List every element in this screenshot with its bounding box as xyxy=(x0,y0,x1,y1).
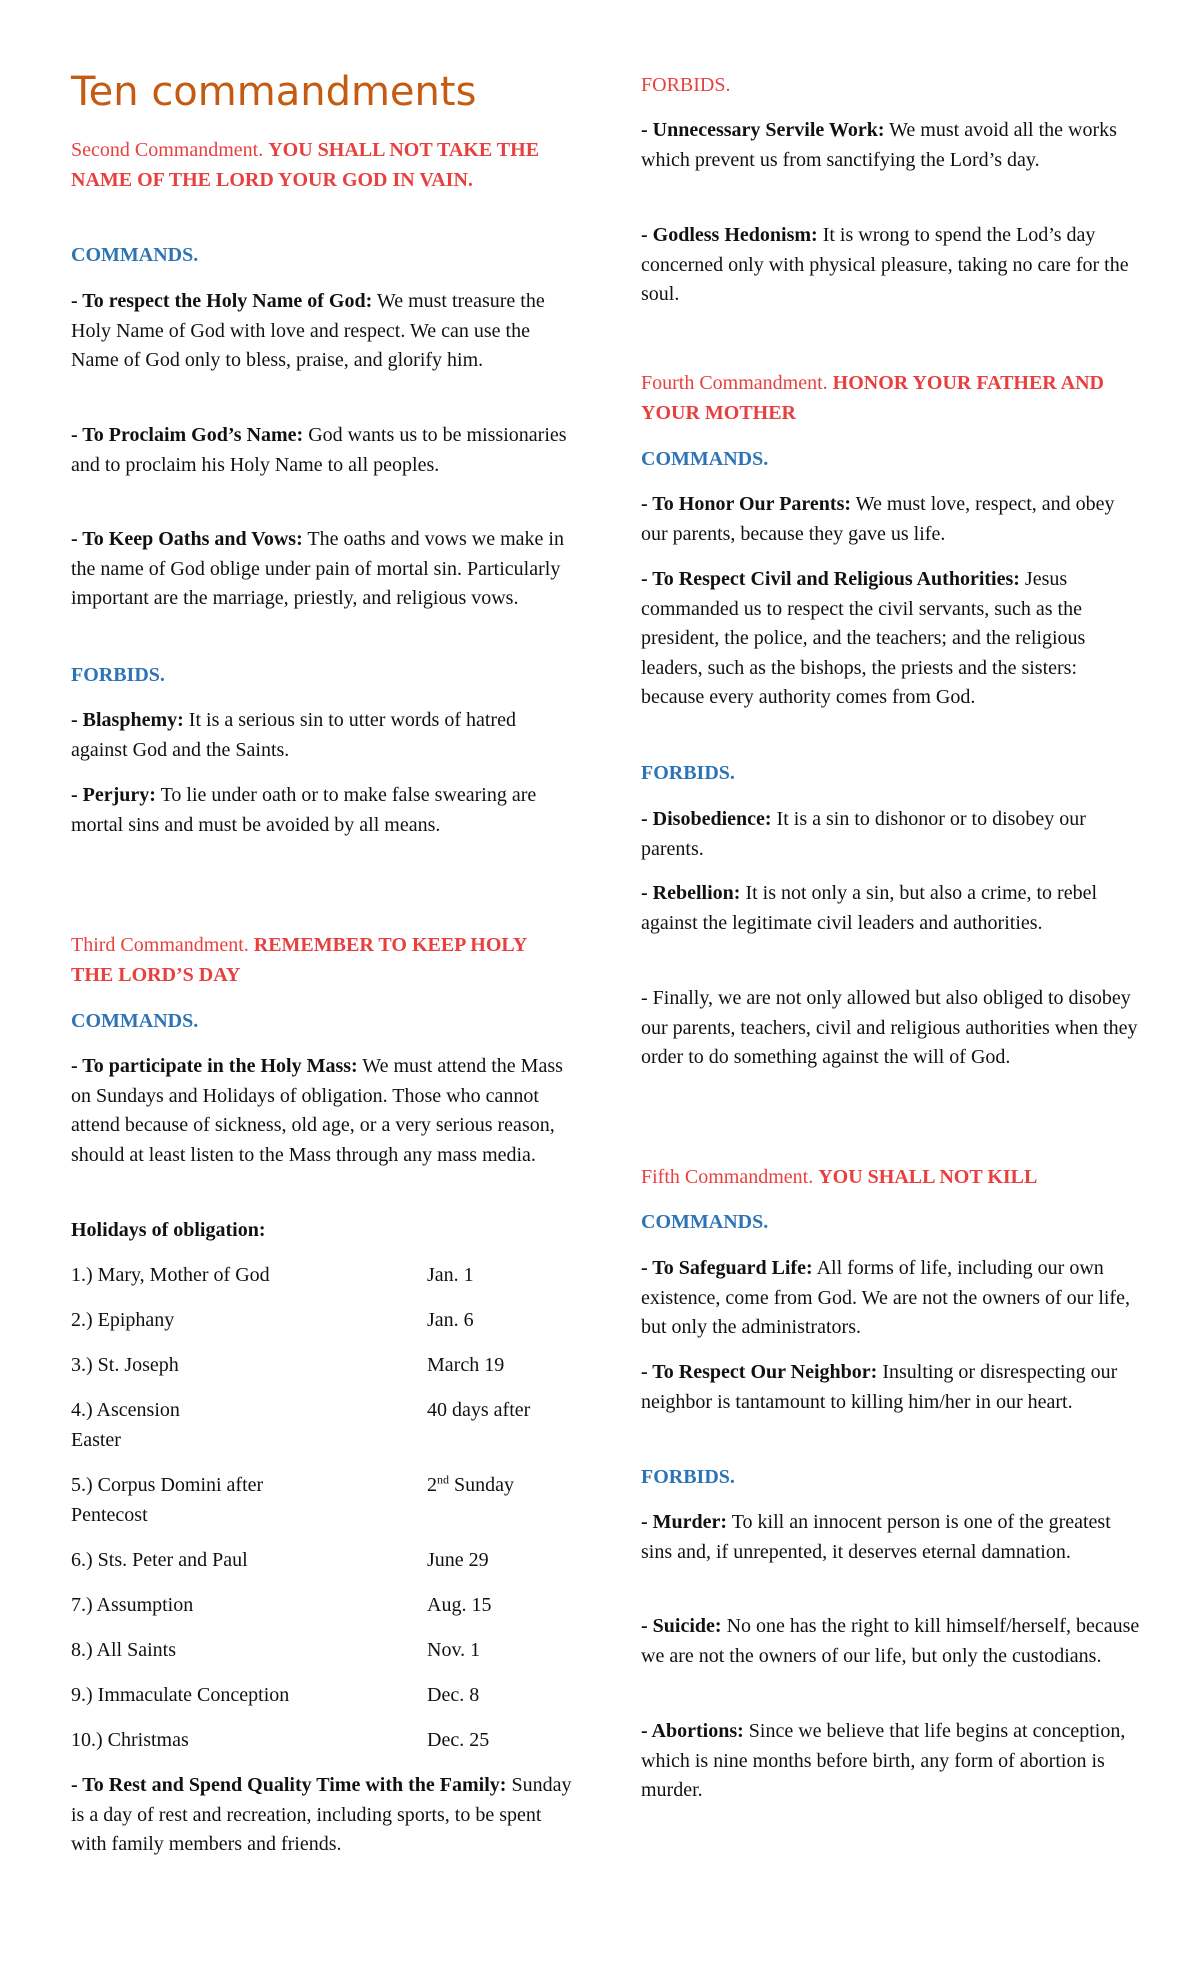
fifth-commandment-heading xyxy=(641,1163,1141,1193)
item-title: - To Keep Oaths and Vows: xyxy=(71,528,303,550)
holiday-name: 3.) St. Joseph xyxy=(71,1354,179,1376)
forbids-label: FORBIDS. xyxy=(71,664,165,686)
item-title: - To Respect Civil and Religious Authorities: xyxy=(641,568,1020,590)
holiday-date: Nov. 1 xyxy=(427,1639,481,1661)
third-commandment-heading xyxy=(71,931,573,990)
forbids-label: FORBIDS. xyxy=(641,1466,735,1488)
holiday-date xyxy=(427,1471,587,1501)
second-commandment-heading xyxy=(71,136,573,195)
item-title: - To Safeguard Life: xyxy=(641,1257,813,1279)
date-suffix: nd xyxy=(437,1472,449,1487)
holiday-date: Dec. 25 xyxy=(427,1729,490,1751)
holiday-date: June 29 xyxy=(427,1549,489,1571)
fourth-commandment-heading xyxy=(641,369,1141,428)
item-text: Sunday is a day of rest and recreation, including sports, to be spent with family members and friends. xyxy=(71,1774,572,1855)
heading-lead: Second Commandment. xyxy=(71,139,264,161)
holiday-date: March 19 xyxy=(427,1354,505,1376)
item-title: - Abortions: xyxy=(641,1720,744,1742)
forbids-label: FORBIDS. xyxy=(641,762,735,784)
forbid-item xyxy=(641,1717,1141,1806)
holiday-date: 40 days after xyxy=(427,1399,531,1421)
heading-lead: Fifth Commandment. xyxy=(641,1166,814,1188)
item-text: No one has the right to kill himself/herself, because we are not the owners of our life, but only the custodians. xyxy=(641,1615,1140,1667)
item-title: - Perjury: xyxy=(71,784,156,806)
holidays-label xyxy=(71,1216,573,1246)
item-text: All forms of life, including our own existence, come from God. We are not the owners of our life, but only the administrators. xyxy=(641,1257,1130,1338)
item-title: - Suicide: xyxy=(641,1615,722,1637)
commands-label: COMMANDS. xyxy=(641,448,769,470)
holiday-name: 6.) Sts. Peter and Paul xyxy=(71,1549,248,1571)
command-item xyxy=(641,1254,1141,1343)
date-rest: Sunday xyxy=(449,1474,514,1496)
forbids-label-text: FORBIDS. xyxy=(641,74,731,96)
command-item xyxy=(641,1358,1141,1417)
command-item xyxy=(71,1771,573,1860)
item-title: - To Honor Our Parents: xyxy=(641,493,852,515)
command-item xyxy=(641,565,1141,713)
heading-lead: Third Commandment. xyxy=(71,934,249,956)
holiday-date: Jan. 1 xyxy=(427,1264,474,1286)
command-item xyxy=(641,490,1141,549)
item-text: Insulting or disrespecting our neighbor is tantamount to killing him/her in our heart. xyxy=(641,1361,1118,1413)
forbid-item xyxy=(641,805,1141,864)
holiday-name: 5.) Corpus Domini after Pentecost xyxy=(71,1474,264,1526)
forbid-item xyxy=(71,781,573,840)
item-text: It is wrong to spend the Lod’s day concerned only with physical pleasure, taking no care for the soul. xyxy=(641,224,1129,305)
item-text: The oaths and vows we make in the name of God oblige under pain of mortal sin. Particularly important are the marriage, priestly, and religious vows. xyxy=(71,528,564,609)
item-title: - To Proclaim God’s Name: xyxy=(71,424,304,446)
forbid-item xyxy=(641,1508,1141,1567)
holiday-name: 9.) Immaculate Conception xyxy=(71,1684,290,1706)
holiday-name: 1.) Mary, Mother of God xyxy=(71,1264,270,1286)
date-number: 2 xyxy=(427,1474,437,1496)
forbids-label-continued xyxy=(641,71,1141,101)
item-text: We must attend the Mass on Sundays and Holidays of obligation. Those who cannot attend because of sickness, old age, or a very serious reason, should at least listen to the Mass through any mass media. xyxy=(71,1055,563,1166)
item-title: - Murder: xyxy=(641,1511,728,1533)
heading-caps: YOU SHALL NOT TAKE THE NAME OF THE LORD YOUR GOD IN VAIN. xyxy=(71,139,540,191)
item-text: We must treasure the Holy Name of God with love and respect. We can use the Name of God only to bless, praise, and glorify him. xyxy=(71,290,545,371)
item-title: - Godless Hedonism: xyxy=(641,224,818,246)
holidays-label-text: Holidays of obligation: xyxy=(71,1219,266,1241)
command-item xyxy=(71,1052,573,1170)
item-title: - Unnecessary Servile Work: xyxy=(641,119,885,141)
forbid-item: - Finally, we are not only allowed but also obliged to disobey our parents, teachers, civil and religious authorities when they order to do something against the will of God. xyxy=(641,987,1138,1068)
command-item xyxy=(71,287,573,376)
holiday-name: 2.) Epiphany xyxy=(71,1309,175,1331)
item-text: To kill an innocent person is one of the greatest sins and, if unrepented, it deserves eternal damnation. xyxy=(641,1511,1111,1563)
command-item xyxy=(71,525,573,614)
forbid-item xyxy=(71,706,573,765)
holiday-date: Aug. 15 xyxy=(427,1594,492,1616)
item-text: It is a serious sin to utter words of hatred against God and the Saints. xyxy=(71,709,516,761)
item-title: - To Respect Our Neighbor: xyxy=(641,1361,878,1383)
item-text: To lie under oath or to make false swearing are mortal sins and must be avoided by all means. xyxy=(71,784,537,836)
heading-lead: Fourth Commandment. xyxy=(641,372,828,394)
commands-label: COMMANDS. xyxy=(71,1010,199,1032)
heading-caps: REMEMBER TO KEEP HOLY THE LORD’S DAY xyxy=(71,934,527,986)
item-text: We must love, respect, and obey our parents, because they gave us life. xyxy=(641,493,1115,545)
heading-caps: HONOR YOUR FATHER AND YOUR MOTHER xyxy=(641,372,1104,424)
commands-label: COMMANDS. xyxy=(641,1211,769,1233)
item-title: - Rebellion: xyxy=(641,882,741,904)
holiday-name: 10.) Christmas xyxy=(71,1729,189,1751)
heading-caps: YOU SHALL NOT KILL xyxy=(818,1166,1038,1188)
item-text: Since we believe that life begins at conception, which is nine months before birth, any form of abortion is murder. xyxy=(641,1720,1126,1801)
command-item xyxy=(71,421,573,480)
item-text: We must avoid all the works which prevent us from sanctifying the Lord’s day. xyxy=(641,119,1117,171)
document-title: Ten commandments xyxy=(71,69,477,115)
commands-label: COMMANDS. xyxy=(71,244,199,266)
holiday-name: 4.) Ascension Easter xyxy=(71,1399,180,1451)
item-title: - Disobedience: xyxy=(641,808,772,830)
holiday-name: 7.) Assumption xyxy=(71,1594,194,1616)
item-title: - To participate in the Holy Mass: xyxy=(71,1055,358,1077)
forbid-item xyxy=(641,879,1141,938)
item-title: - To Rest and Spend Quality Time with the Family: xyxy=(71,1774,507,1796)
forbid-item xyxy=(641,116,1141,175)
holiday-date: Jan. 6 xyxy=(427,1309,474,1331)
item-title: - Blasphemy: xyxy=(71,709,184,731)
forbid-item xyxy=(641,1612,1141,1671)
item-title: - To respect the Holy Name of God: xyxy=(71,290,373,312)
item-text: It is not only a sin, but also a crime, to rebel against the legitimate civil leaders and authorities. xyxy=(641,882,1098,934)
holiday-name: 8.) All Saints xyxy=(71,1639,177,1661)
item-text: God wants us to be missionaries and to proclaim his Holy Name to all peoples. xyxy=(71,424,567,476)
item-text: It is a sin to dishonor or to disobey our parents. xyxy=(641,808,1086,860)
holiday-date: Dec. 8 xyxy=(427,1684,480,1706)
forbid-item xyxy=(641,221,1141,310)
item-text: Jesus commanded us to respect the civil servants, such as the president, the police, and the teachers; and the religious leaders, such as the bishops, the priests and the sisters: because every authority comes from God. xyxy=(641,568,1086,708)
